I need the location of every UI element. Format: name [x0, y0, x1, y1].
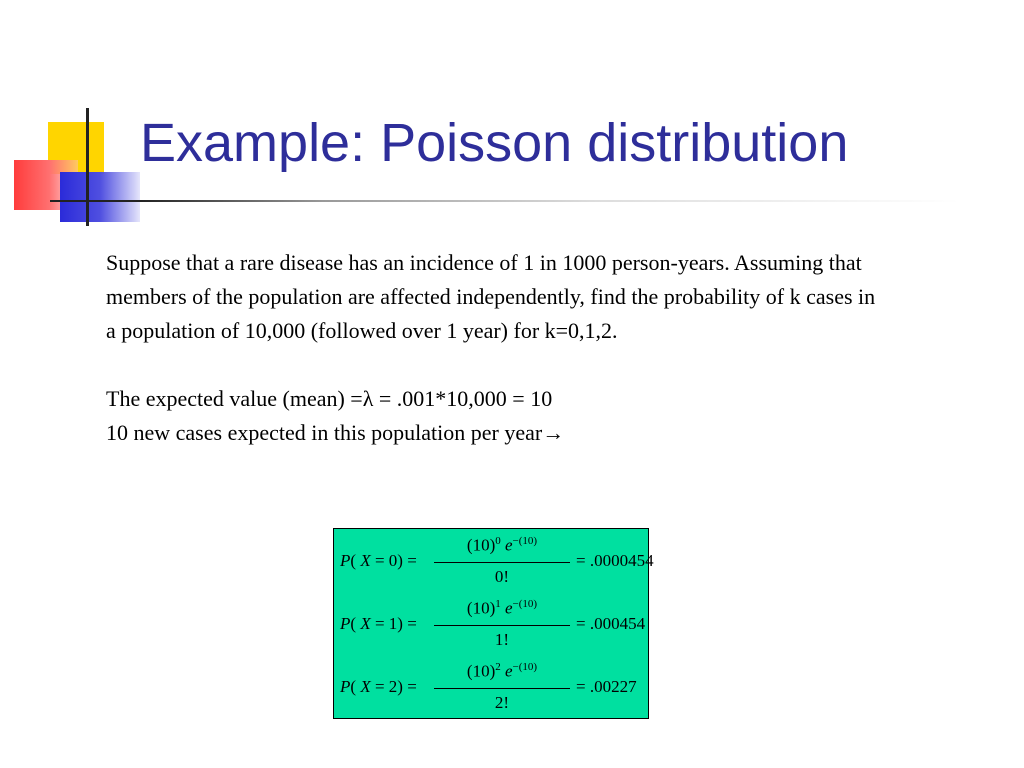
- blue-square: [60, 172, 140, 222]
- formula-box: [333, 528, 654, 719]
- right-arrow-icon: →: [542, 420, 565, 445]
- formula-row: [334, 592, 648, 654]
- expected-value-line: The expected value (mean) =λ = .001*10,000 = 10: [106, 386, 553, 411]
- formula-lhs: P( X = 2) =: [340, 677, 417, 696]
- formula-fraction: [432, 657, 572, 715]
- formula-fraction: [432, 594, 572, 652]
- formula-row: [334, 655, 648, 717]
- formula-denominator: 0!: [494, 567, 510, 586]
- formula-numerator: $(10)^1$ $e^{-(10)}$: [466, 598, 538, 618]
- fraction-bar: [434, 562, 570, 563]
- expected-cases-text: 10 new cases expected in this population per year: [106, 420, 543, 445]
- formula-result: = .000454: [576, 614, 646, 633]
- slide-title: Example: Poisson distribution: [140, 113, 849, 173]
- formula-lhs: P( X = 1) =: [340, 614, 417, 633]
- formula-row: [334, 529, 654, 591]
- problem-statement: Suppose that a rare disease has an incidence of 1 in 1000 person-years. Assuming that members of the population are affected independently, find the probability of k cases in a population of 10,000 (followed over 1 year) for k=0,1,2.: [106, 250, 876, 343]
- formula-fraction: [432, 531, 572, 589]
- slide-body: [106, 246, 886, 450]
- formula-denominator: 1!: [494, 630, 510, 649]
- formula-numerator: $(10)^2$ $e^{-(10)}$: [466, 661, 538, 681]
- formula-result: = .00227: [576, 677, 637, 696]
- formula-denominator: 2!: [494, 693, 510, 712]
- formula-numerator: $(10)^0$ $e^{-(10)}$: [466, 535, 538, 555]
- formula-lhs: P( X = 0) =: [340, 551, 417, 570]
- expected-cases-line: [106, 416, 886, 450]
- title-underline: [50, 200, 960, 202]
- formula-result: = .0000454: [576, 551, 654, 570]
- vertical-rule: [86, 108, 89, 226]
- fraction-bar: [434, 625, 570, 626]
- fraction-bar: [434, 688, 570, 689]
